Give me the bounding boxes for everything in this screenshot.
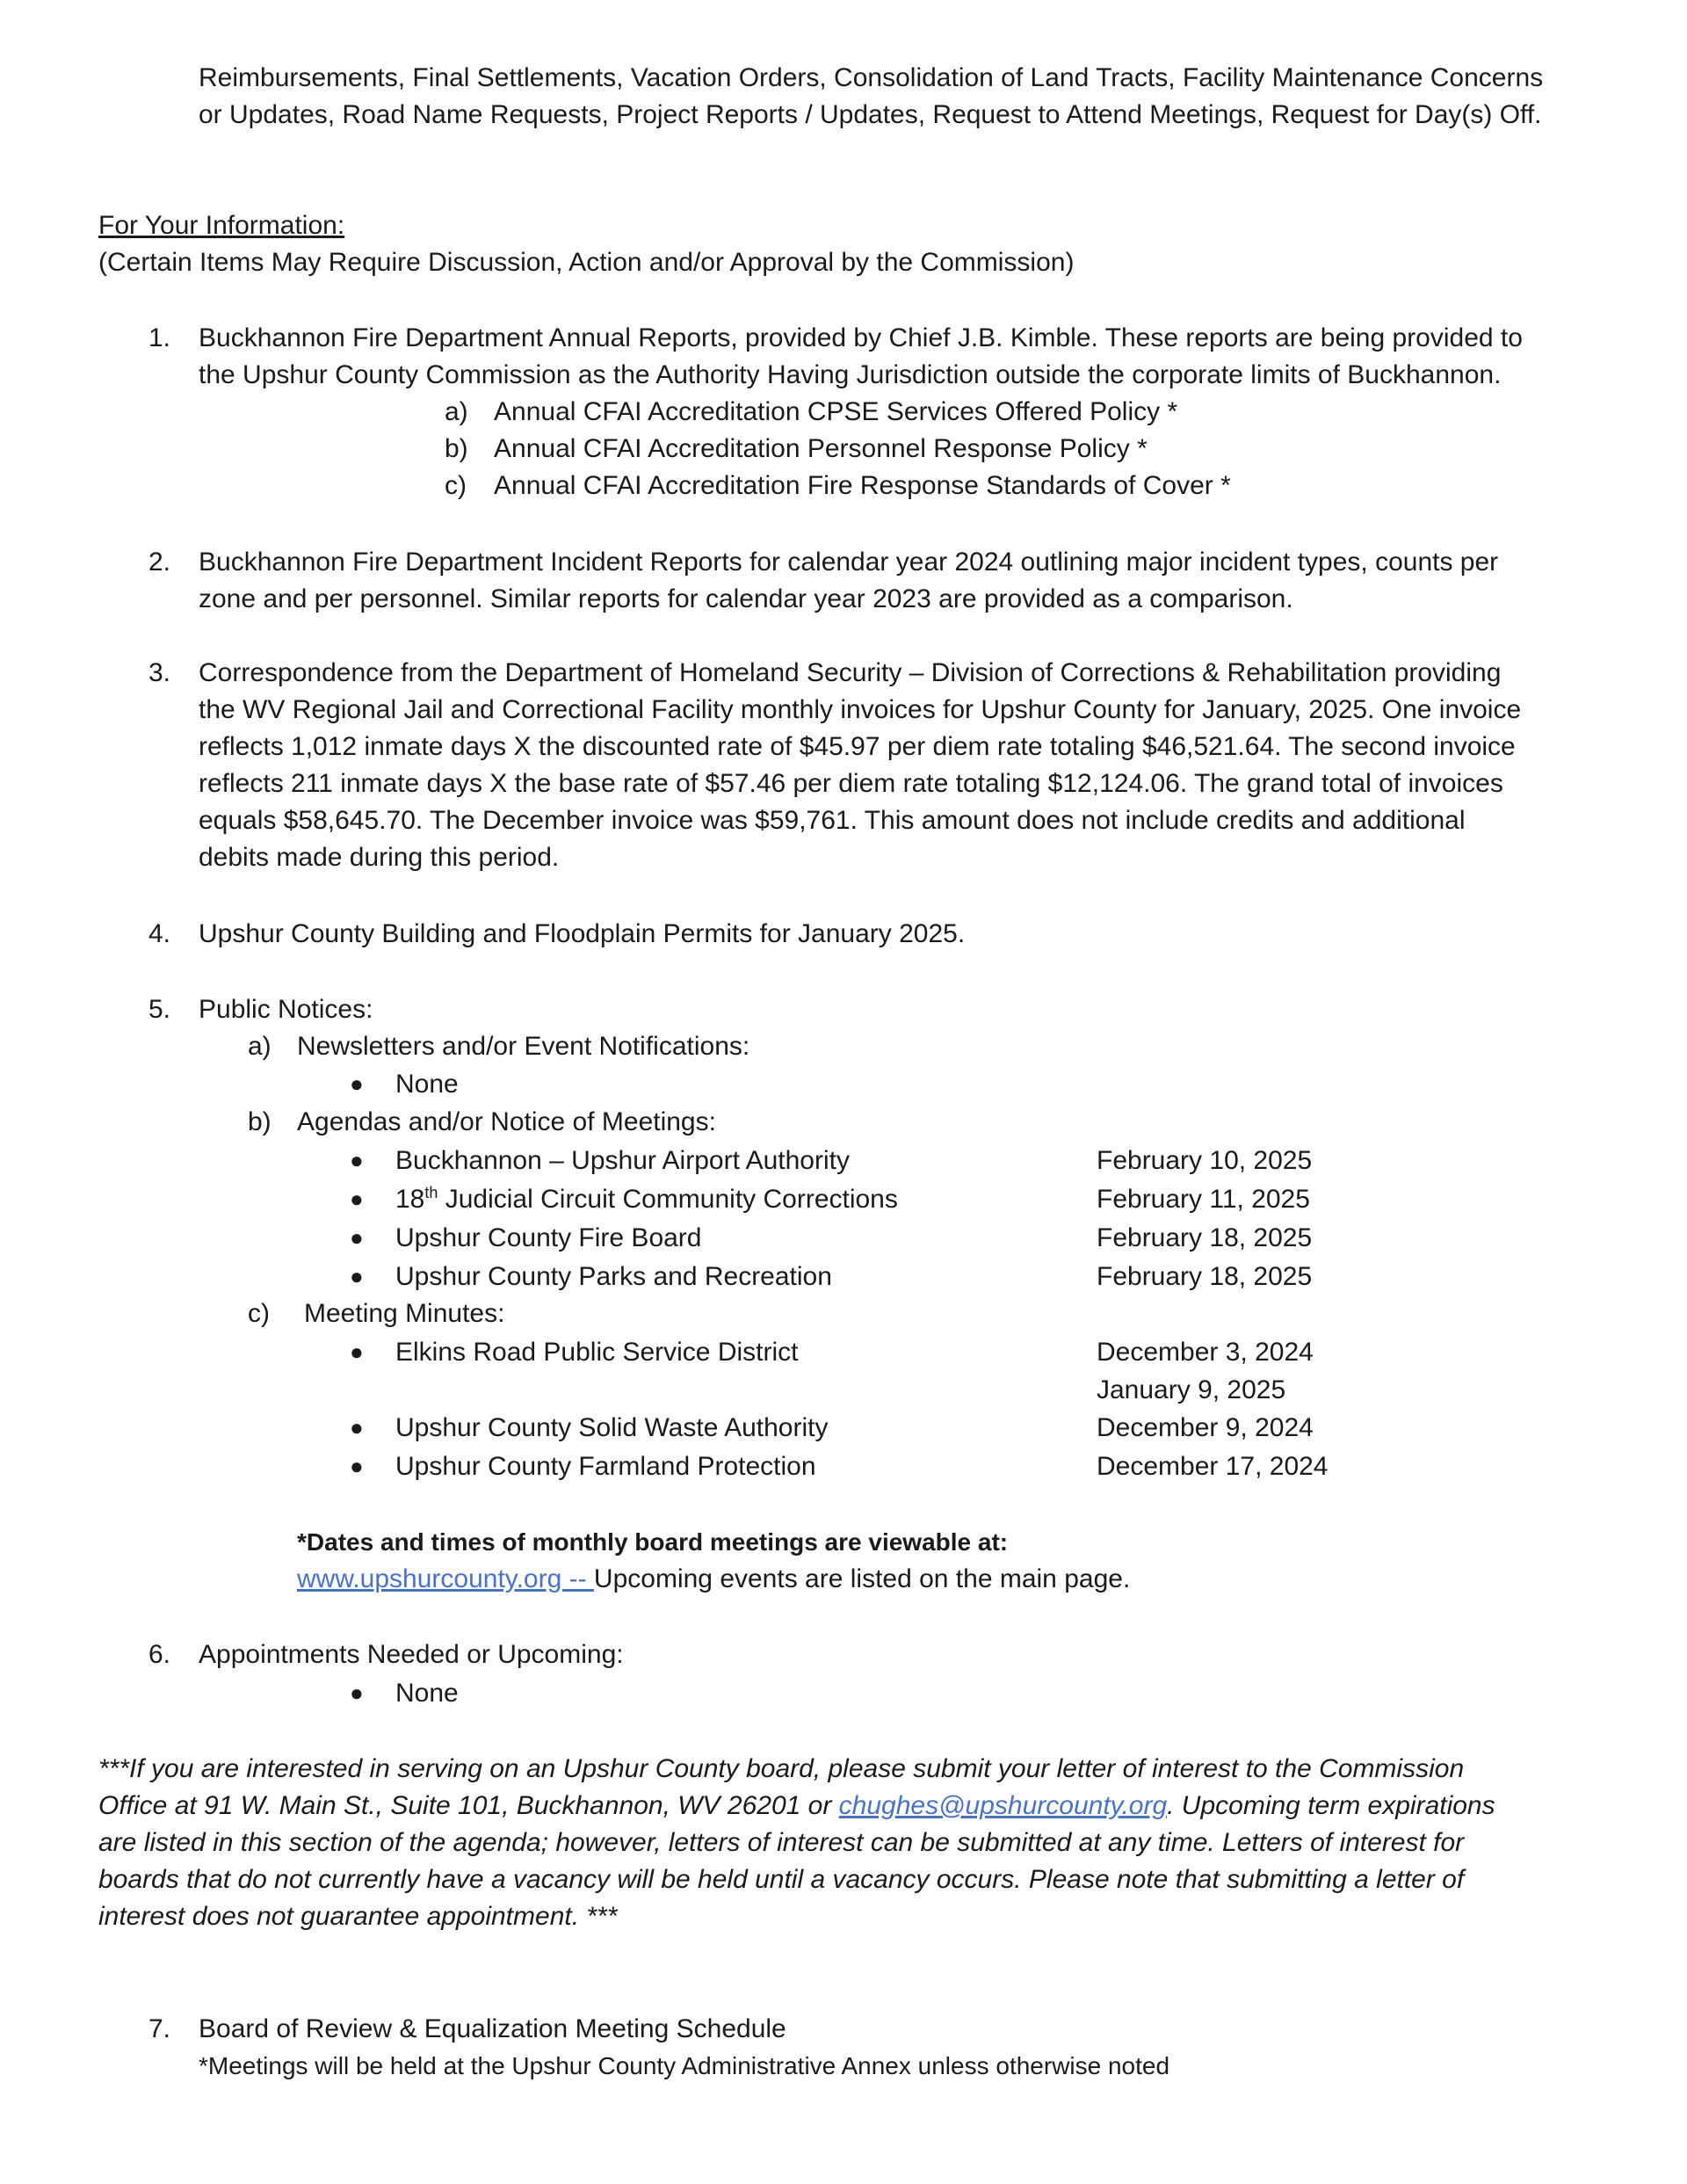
- meetings-link-line: www.upshurcounty.org -- Upcoming events are listed on the main page.: [297, 1564, 1131, 1593]
- item-1-sub-c-text: Annual CFAI Accreditation Fire Response Standards of Cover *: [494, 471, 1231, 500]
- minutes-name: Elkins Road Public Service District: [395, 1338, 799, 1367]
- intro-line-2: or Updates, Road Name Requests, Project Reports / Updates, Request to Attend Meetings, Request for Day(s) Off.: [199, 100, 1542, 129]
- item-5-number: 5.: [148, 995, 170, 1024]
- minutes-date: December 3, 2024: [1097, 1338, 1314, 1367]
- bullet-icon: ●: [350, 1147, 364, 1173]
- item-1-sub-a-label: a): [445, 397, 468, 426]
- minutes-date: December 17, 2024: [1097, 1452, 1329, 1481]
- meeting-notice-name: Buckhannon – Upshur Airport Authority: [395, 1146, 850, 1175]
- item-5-c-text: Meeting Minutes:: [304, 1299, 505, 1328]
- bullet-icon: ●: [350, 1453, 364, 1479]
- interest-line-4: boards that do not currently have a vacancy will be held until a vacancy occurs. Please note that submitting a letter of: [98, 1865, 1465, 1894]
- interest-line-3: are listed in this section of the agenda; however, letters of interest can be submitted at any time. Letters of interest for: [98, 1828, 1465, 1857]
- item-6-item-1: None: [395, 1679, 459, 1708]
- item-1-number: 1.: [148, 323, 170, 352]
- item-4-text: Upshur County Building and Floodplain Permits for January 2025.: [199, 919, 966, 948]
- item-5-b-label: b): [248, 1107, 272, 1136]
- item-5-a-text: Newsletters and/or Event Notifications:: [297, 1032, 750, 1061]
- item-1-sub-c-label: c): [445, 471, 467, 500]
- meeting-notice-name: 18th Judicial Circuit Community Corrections: [395, 1184, 898, 1214]
- item-5-b-text: Agendas and/or Notice of Meetings:: [297, 1107, 716, 1136]
- minutes-name: Upshur County Solid Waste Authority: [395, 1413, 829, 1442]
- meetings-note: *Dates and times of monthly board meetings are viewable at:: [297, 1528, 1009, 1556]
- item-1-sub-a-text: Annual CFAI Accreditation CPSE Services Offered Policy *: [494, 397, 1178, 426]
- meeting-notice-date: February 10, 2025: [1097, 1146, 1313, 1175]
- upshur-website-link[interactable]: www.upshurcounty.org --: [297, 1564, 594, 1593]
- bullet-icon: ●: [350, 1263, 364, 1289]
- intro-line-1: Reimbursements, Final Settlements, Vacation Orders, Consolidation of Land Tracts, Facility Maintenance Concerns: [199, 63, 1544, 92]
- bullet-icon: ●: [350, 1070, 364, 1097]
- item-3-line-2: the WV Regional Jail and Correctional Facility monthly invoices for Upshur County for January, 2025. One invoice: [199, 695, 1522, 724]
- meeting-notice-date: February 11, 2025: [1097, 1185, 1310, 1214]
- item-3-line-3: reflects 1,012 inmate days X the discounted rate of $45.97 per diem rate totaling $46,521.64. The second invoice: [199, 732, 1516, 761]
- bullet-icon: ●: [350, 1224, 364, 1251]
- item-1-line-1: Buckhannon Fire Department Annual Reports, provided by Chief J.B. Kimble. These reports are being provided to: [199, 323, 1523, 352]
- item-7-number: 7.: [148, 2014, 170, 2043]
- minutes-name: Upshur County Farmland Protection: [395, 1452, 816, 1481]
- bullet-icon: ●: [350, 1414, 364, 1440]
- item-6-number: 6.: [148, 1640, 170, 1669]
- item-5-c-label: c): [248, 1299, 270, 1328]
- item-5-a-item-1: None: [395, 1070, 459, 1099]
- item-3-line-5: equals $58,645.70. The December invoice was $59,761. This amount does not include credits and additional: [199, 806, 1466, 835]
- bullet-icon: ●: [350, 1186, 364, 1212]
- bullet-icon: ●: [350, 1680, 364, 1706]
- meeting-notice-name: Upshur County Parks and Recreation: [395, 1262, 832, 1291]
- meeting-notice-date: February 18, 2025: [1097, 1262, 1313, 1291]
- item-1-sub-b-label: b): [445, 434, 468, 463]
- item-3-number: 3.: [148, 658, 170, 687]
- interest-line-5: interest does not guarantee appointment. ***: [98, 1902, 618, 1931]
- item-1-line-2: the Upshur County Commission as the Authority Having Jurisdiction outside the corporate limits of Buckhannon.: [199, 360, 1502, 389]
- item-4-number: 4.: [148, 919, 170, 948]
- item-2-line-2: zone and per personnel. Similar reports for calendar year 2023 are provided as a comparison.: [199, 584, 1293, 613]
- bullet-icon: ●: [350, 1339, 364, 1365]
- item-6-text: Appointments Needed or Upcoming:: [199, 1640, 624, 1669]
- meeting-notice-name: Upshur County Fire Board: [395, 1223, 702, 1252]
- email-link[interactable]: chughes@upshurcounty.org: [838, 1791, 1168, 1820]
- section-subheading: (Certain Items May Require Discussion, Action and/or Approval by the Commission): [98, 248, 1075, 277]
- item-2-number: 2.: [148, 548, 170, 577]
- item-7-note: *Meetings will be held at the Upshur County Administrative Annex unless otherwise noted: [199, 2052, 1170, 2079]
- interest-line-1: ***If you are interested in serving on an Upshur County board, please submit your letter of interest to the Commission: [98, 1754, 1465, 1783]
- interest-line-2: Office at 91 W. Main St., Suite 101, Buckhannon, WV 26201 or chughes@upshurcounty.org. Upcoming term expirations: [98, 1791, 1495, 1820]
- item-1-sub-b-text: Annual CFAI Accreditation Personnel Response Policy *: [494, 434, 1148, 463]
- minutes-date: January 9, 2025: [1097, 1375, 1286, 1404]
- item-3-line-4: reflects 211 inmate days X the base rate of $57.46 per diem rate totaling $12,124.06. The grand total of invoices: [199, 769, 1503, 798]
- minutes-date: December 9, 2024: [1097, 1413, 1314, 1442]
- item-3-line-6: debits made during this period.: [199, 843, 560, 872]
- item-5-a-label: a): [248, 1032, 272, 1061]
- item-3-line-1: Correspondence from the Department of Homeland Security – Division of Corrections & Rehabilitation providing: [199, 658, 1502, 687]
- item-5-text: Public Notices:: [199, 995, 373, 1024]
- item-7-text: Board of Review & Equalization Meeting Schedule: [199, 2014, 786, 2043]
- item-2-line-1: Buckhannon Fire Department Incident Reports for calendar year 2024 outlining major incident types, counts per: [199, 548, 1499, 577]
- meeting-notice-date: February 18, 2025: [1097, 1223, 1313, 1252]
- section-heading: For Your Information:: [98, 211, 345, 240]
